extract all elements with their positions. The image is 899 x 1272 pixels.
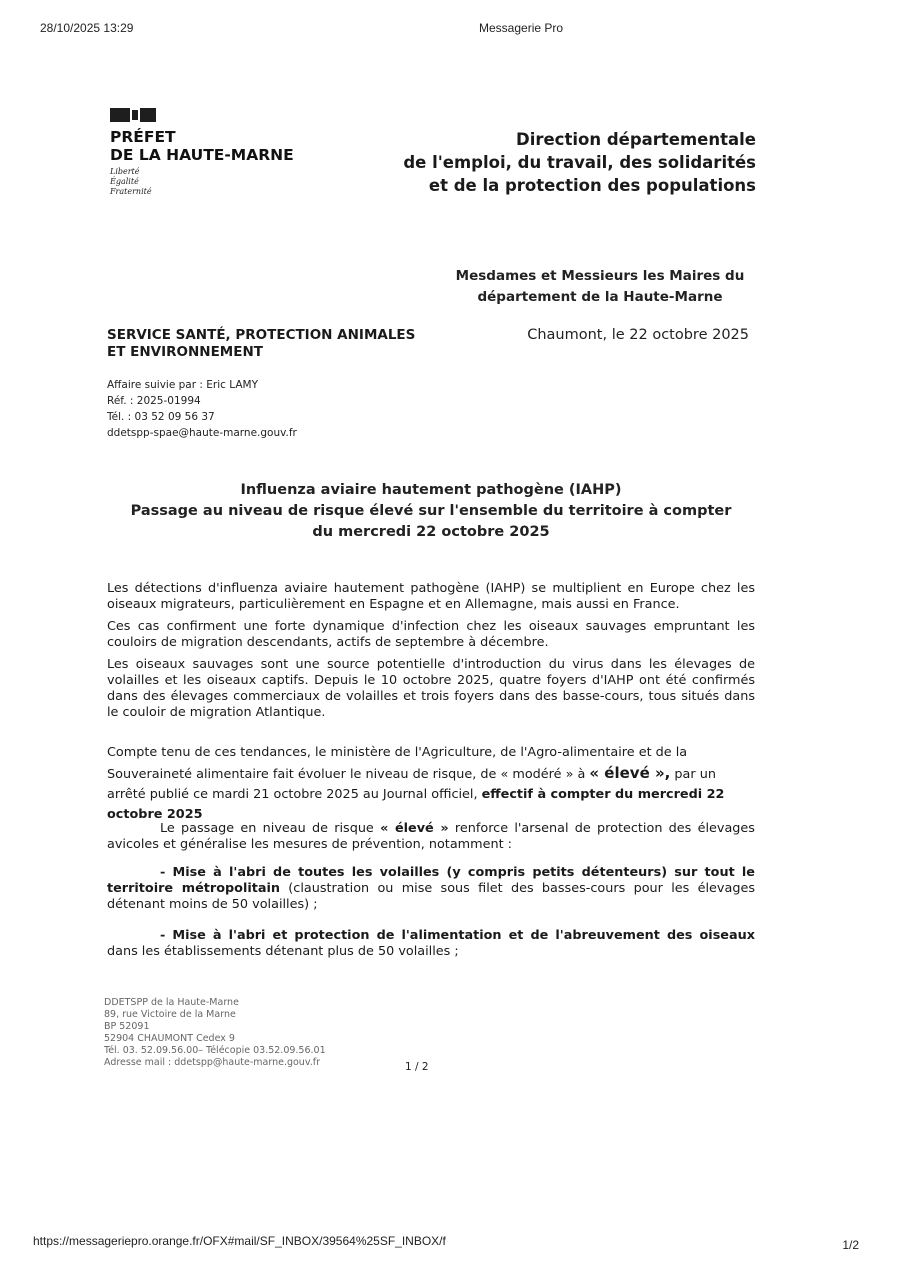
- paragraph-1: Les détections d'influenza aviaire hautement pathogène (IAHP) se multiplient en Europe chez les oiseaux migrateurs, particulièrement en Espagne et en Allemagne, mais aussi en France.: [107, 581, 755, 612]
- body-intro: [107, 581, 755, 727]
- paragraph-4: [107, 743, 755, 825]
- subject-line3: du mercredi 22 octobre 2025: [312, 524, 550, 540]
- recipient-line1: Mesdames et Messieurs les Maires du: [455, 268, 745, 284]
- footer-line5: Tél. 03. 52.09.56.00– Télécopie 03.52.09.56.01: [104, 1045, 326, 1056]
- list-item-1: [107, 865, 755, 913]
- direction-title: [403, 128, 756, 197]
- marianne-logo-icon: [110, 108, 156, 122]
- affaire-email: ddetspp-spae@haute-marne.gouv.fr: [107, 427, 297, 439]
- p5-text-a: Le passage en niveau de risque: [160, 821, 381, 836]
- service-line1: SERVICE SANTÉ, PROTECTION ANIMALES: [107, 327, 416, 343]
- direction-line1: Direction départementale: [516, 130, 756, 149]
- direction-line2: de l'emploi, du travail, des solidarités: [403, 153, 756, 172]
- print-url: https://messageriepro.orange.fr/OFX#mail/SF_INBOX/39564%25SF_INBOX/f: [33, 1234, 446, 1248]
- service-line2: ET ENVIRONNEMENT: [107, 344, 263, 360]
- affaire-tel: Tél. : 03 52 09 56 37: [107, 411, 215, 423]
- item2-text: dans les établissements détenant plus de 50 volailles ;: [107, 944, 459, 959]
- paragraph-3: Les oiseaux sauvages sont une source potentielle d'introduction du virus dans les élevages de volailles et les oiseaux captifs. Depuis le 10 octobre 2025, quatre foyers d'IAHP ont été confirmés dans des élevages commerciaux de volailles et trois foyers dans des basse-cours, tous situés dans le couloir de migration Atlantique.: [107, 657, 755, 720]
- paragraph-2: Ces cas confirment une forte dynamique d'infection chez les oiseaux sauvages empruntant les couloirs de migration descendants, actifs de septembre à décembre.: [107, 619, 755, 650]
- affaire-ref: Réf. : 2025-01994: [107, 395, 201, 407]
- devise-fraternite: Fraternité: [110, 187, 152, 196]
- date-line: Chaumont, le 22 octobre 2025: [527, 327, 749, 343]
- p5-eleve: « élevé »: [380, 821, 449, 836]
- subject-line2: Passage au niveau de risque élevé sur l'ensemble du territoire à compter: [130, 503, 732, 519]
- footer-line4: 52904 CHAUMONT Cedex 9: [104, 1033, 235, 1044]
- p5-text-c: renforce l'arsenal de protection des élevages avicoles et généralise les mesures de prévention, notamment :: [107, 821, 755, 852]
- footer-line2: 89, rue Victoire de la Marne: [104, 1009, 236, 1020]
- direction-line3: et de la protection des populations: [428, 176, 756, 195]
- item1-text: (claustration ou mise sous filet des basses-cours pour les élevages détenant moins de 50 volailles) ;: [107, 881, 755, 912]
- subject-line1: Influenza aviaire hautement pathogène (IAHP): [240, 482, 622, 498]
- devise: [110, 167, 152, 197]
- footer-address: [104, 997, 326, 1069]
- devise-liberte: Liberté: [110, 167, 140, 176]
- footer-line1: DDETSPP de la Haute-Marne: [104, 997, 239, 1008]
- footer-line3: BP 52091: [104, 1021, 150, 1032]
- prefet-block: [110, 128, 294, 164]
- list-item-2: [107, 928, 755, 960]
- print-datetime: 28/10/2025 13:29: [40, 21, 134, 35]
- devise-egalite: Égalité: [110, 177, 139, 186]
- service-name: [107, 327, 415, 361]
- subject: [107, 480, 755, 543]
- document-page-number: 1 / 2: [405, 1061, 429, 1073]
- paragraph-5: [107, 821, 755, 853]
- item2-bold: - Mise à l'abri et protection de l'alimentation et de l'abreuvement des oiseaux: [160, 928, 755, 943]
- p4-effectif: effectif à compter du mercredi 22 octobre 2025: [107, 787, 725, 822]
- item1-bold: - Mise à l'abri de toutes les volailles (y compris petits détenteurs) sur tout le territoire métropolitain: [107, 865, 755, 896]
- recipient: [430, 266, 770, 308]
- affaire-block: [107, 377, 297, 441]
- prefet-line2: DE LA HAUTE-MARNE: [110, 146, 294, 164]
- print-app-title: Messagerie Pro: [479, 21, 564, 35]
- footer-line6: Adresse mail : ddetspp@haute-marne.gouv.fr: [104, 1057, 320, 1068]
- p4-text-a: Compte tenu de ces tendances, le ministère de l'Agriculture, de l'Agro-alimentaire et de la Souveraineté alimentaire fait évoluer le niveau de risque, de « modéré » à: [107, 745, 688, 782]
- prefet-line1: PRÉFET: [110, 128, 176, 146]
- affaire-suivie: Affaire suivie par : Eric LAMY: [107, 379, 258, 391]
- print-page-count: 1/2: [842, 1238, 859, 1252]
- recipient-line2: département de la Haute-Marne: [477, 289, 723, 305]
- p4-text-c: par un arrêté publié ce mardi 21 octobre 2025 au Journal officiel,: [107, 767, 716, 802]
- p4-eleve: « élevé »,: [589, 764, 671, 782]
